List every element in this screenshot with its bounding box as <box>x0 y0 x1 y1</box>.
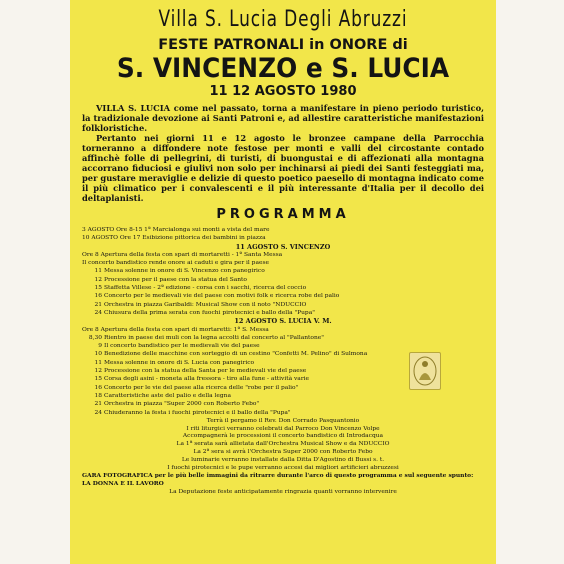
day2-event-row <box>82 334 484 342</box>
day1-event-row <box>82 309 484 317</box>
footer-line: Terrà il pergamo il Rev. Don Corrado Pasquantonio <box>206 417 360 424</box>
gara-fotografica: GARA FOTOGRAFICA per le più belle immagini da ritrarre durante l'arco di questo programma e sul seguente spunto: LA DONNA E IL LAVORO <box>82 472 474 488</box>
event-description: Il concerto bandistico per le medievali vie del paese <box>104 343 260 350</box>
footer-line: La 2ª sera si avrà l'Orchestra Super 2000 con Roberto Febo <box>193 449 373 456</box>
event-time: 16 <box>94 293 102 300</box>
event-time: 18 <box>94 392 102 399</box>
event-time: 12 <box>94 276 102 283</box>
event-time: 21 <box>94 401 102 408</box>
day1-event-row <box>82 284 484 292</box>
day2-title: 12 AGOSTO S. LUCIA V. M. <box>234 317 332 326</box>
pre-event-1: 3 AGOSTO Ore 8-15 1ª Marcialonga sui monti a vista del mare <box>82 227 270 233</box>
event-time: 24 <box>94 409 102 416</box>
event-description: Orchestra in piazza "Super 2000 con Roberto Febo" <box>104 401 260 408</box>
day1-intro-1: Ore 8 Apertura della festa con spari di mortaretti - 1ª Santa Messa <box>82 251 283 258</box>
event-description: Processione per il paese con la statua del Santo <box>104 276 247 283</box>
day1-intro-2: Il concerto bandistico rende onore ai caduti e gira per il paese <box>82 260 269 267</box>
event-description: Benedizione delle macchine con sorteggio di un cestino "Confetti M. Pelino" di Sulmona <box>104 351 368 358</box>
deputazione-note: La Deputazione feste anticipatamente ringrazia quanti vorranno intervenire <box>169 489 397 495</box>
event-time: 10 <box>94 351 102 358</box>
event-time: 21 <box>94 301 102 308</box>
intro-paragraph-2: Pertanto nei giorni 11 e 12 agosto le bronzee campane della Parrocchia torneranno a diffondere note festose per monti e valli del circostante contado affinchè folle di pellegrini, di turisti, di buongustai e di affezionati alla montagna accorrano fiduciosi e giulivi non solo per inchinarsi ai piedi dei Santi festeggiati ma, per gustare meraviglie e delizie di questo poetico paesello di montagna indicato come il più climatico per i convalescenti e il più interessante d'Italia per il decollo dei deltaplanisti. <box>82 133 484 203</box>
event-description: Chiusura della prima serata con fuochi pirotecnici e ballo della "Pupa" <box>104 309 315 316</box>
event-time: 24 <box>94 309 102 316</box>
day1-event-row <box>82 267 484 275</box>
event-description: Messa solenne in onore di S. Vincenzo con panegirico <box>104 268 265 275</box>
event-description: Orchestra in piazza Garibaldi: Musical Show con il noto "NDUCCIO <box>104 301 307 308</box>
event-time: 16 <box>94 384 102 391</box>
event-time: 8,30 <box>88 334 102 341</box>
feste-subtitle: FESTE PATRONALI in ONORE di <box>158 37 408 53</box>
footer-line: I riti liturgici verranno celebrati dal Parroco Don Vincenzo Volpe <box>186 425 380 432</box>
saint-medallion-icon <box>409 352 441 390</box>
day2-event-row <box>82 342 484 350</box>
programma-title: PROGRAMMA <box>216 207 350 222</box>
footer-line: I fuochi pirotecnici e le pupe verranno accesi dai migliori artificieri abruzzesi <box>167 464 399 471</box>
day2-intro-1: Ore 8 Apertura della festa con spari di mortaretti: 1ª S. Messa <box>82 326 269 333</box>
event-time: 11 <box>94 359 102 366</box>
festival-date: 11 12 AGOSTO 1980 <box>209 84 357 99</box>
footer-line: Accompagnerà le processioni il concerto bandistico di Introdacqua <box>182 433 384 440</box>
event-description: Concerto per le medievali vie del paese con motivi folk e ricerca robe del palio <box>104 293 340 300</box>
event-description: Caratteristiche aste del palio e della legna <box>104 392 231 399</box>
festival-poster <box>70 0 496 564</box>
event-time: 12 <box>94 368 102 375</box>
footer-notes <box>82 418 484 473</box>
event-time: 15 <box>94 285 102 292</box>
event-description: Messa solenne in onore di S. Lucia con panegirico <box>104 359 255 366</box>
event-time: 9 <box>98 343 102 350</box>
event-time: 15 <box>94 376 102 383</box>
footer-line: Le luminarie verranno installate dalla Ditta D'Agostino di Bussi s. t. <box>181 456 385 463</box>
day1-events <box>82 267 484 317</box>
day1-title: 11 AGOSTO S. VINCENZO <box>235 242 331 251</box>
footer-line: La 1ª serata sarà allietata dall'Orchestra Musical Show e da NDUCCIO <box>176 441 390 448</box>
event-description: Concerto per le vie del paese alla ricerca delle "robe per il palio" <box>104 384 299 391</box>
day2-event-row <box>82 400 484 408</box>
event-description: Rientro in paese dei muli con la legna accolti dal concerto al "Pallantone" <box>104 334 324 341</box>
intro-text <box>82 103 484 203</box>
village-title: Villa S. Lucia Degli Abruzzi <box>158 7 408 32</box>
day1-event-row <box>82 276 484 284</box>
saints-title: S. VINCENZO e S. LUCIA <box>116 53 450 84</box>
day2-event-row <box>82 409 484 417</box>
event-description: Staffetta Villese - 2ª edizione - corsa con i sacchi, ricerca del coccio <box>104 285 307 292</box>
pre-event-2: 10 AGOSTO Ore 17 Esibizione pittorica dei bambini in piazza <box>82 235 266 242</box>
event-description: Processione con la statua della Santa per le medievali vie del paese <box>104 368 307 375</box>
event-description: Corsa degli asini - moneta alla fressora - tiro alla fune - attività varie <box>104 376 310 383</box>
event-time: 11 <box>94 268 102 275</box>
intro-paragraph-1: VILLA S. LUCIA come nel passato, torna a manifestare in pieno periodo turistico, la tradizionale devozione ai Santi Patroni e, ad allestire caratteristiche manifestazioni folkloristiche. <box>82 103 484 133</box>
day1-event-row <box>82 292 484 300</box>
event-description: Chiuderanno la festa i fuochi pirotecnici e il ballo della "Pupa" <box>104 409 291 416</box>
day1-event-row <box>82 301 484 309</box>
day2-event-row <box>82 392 484 400</box>
